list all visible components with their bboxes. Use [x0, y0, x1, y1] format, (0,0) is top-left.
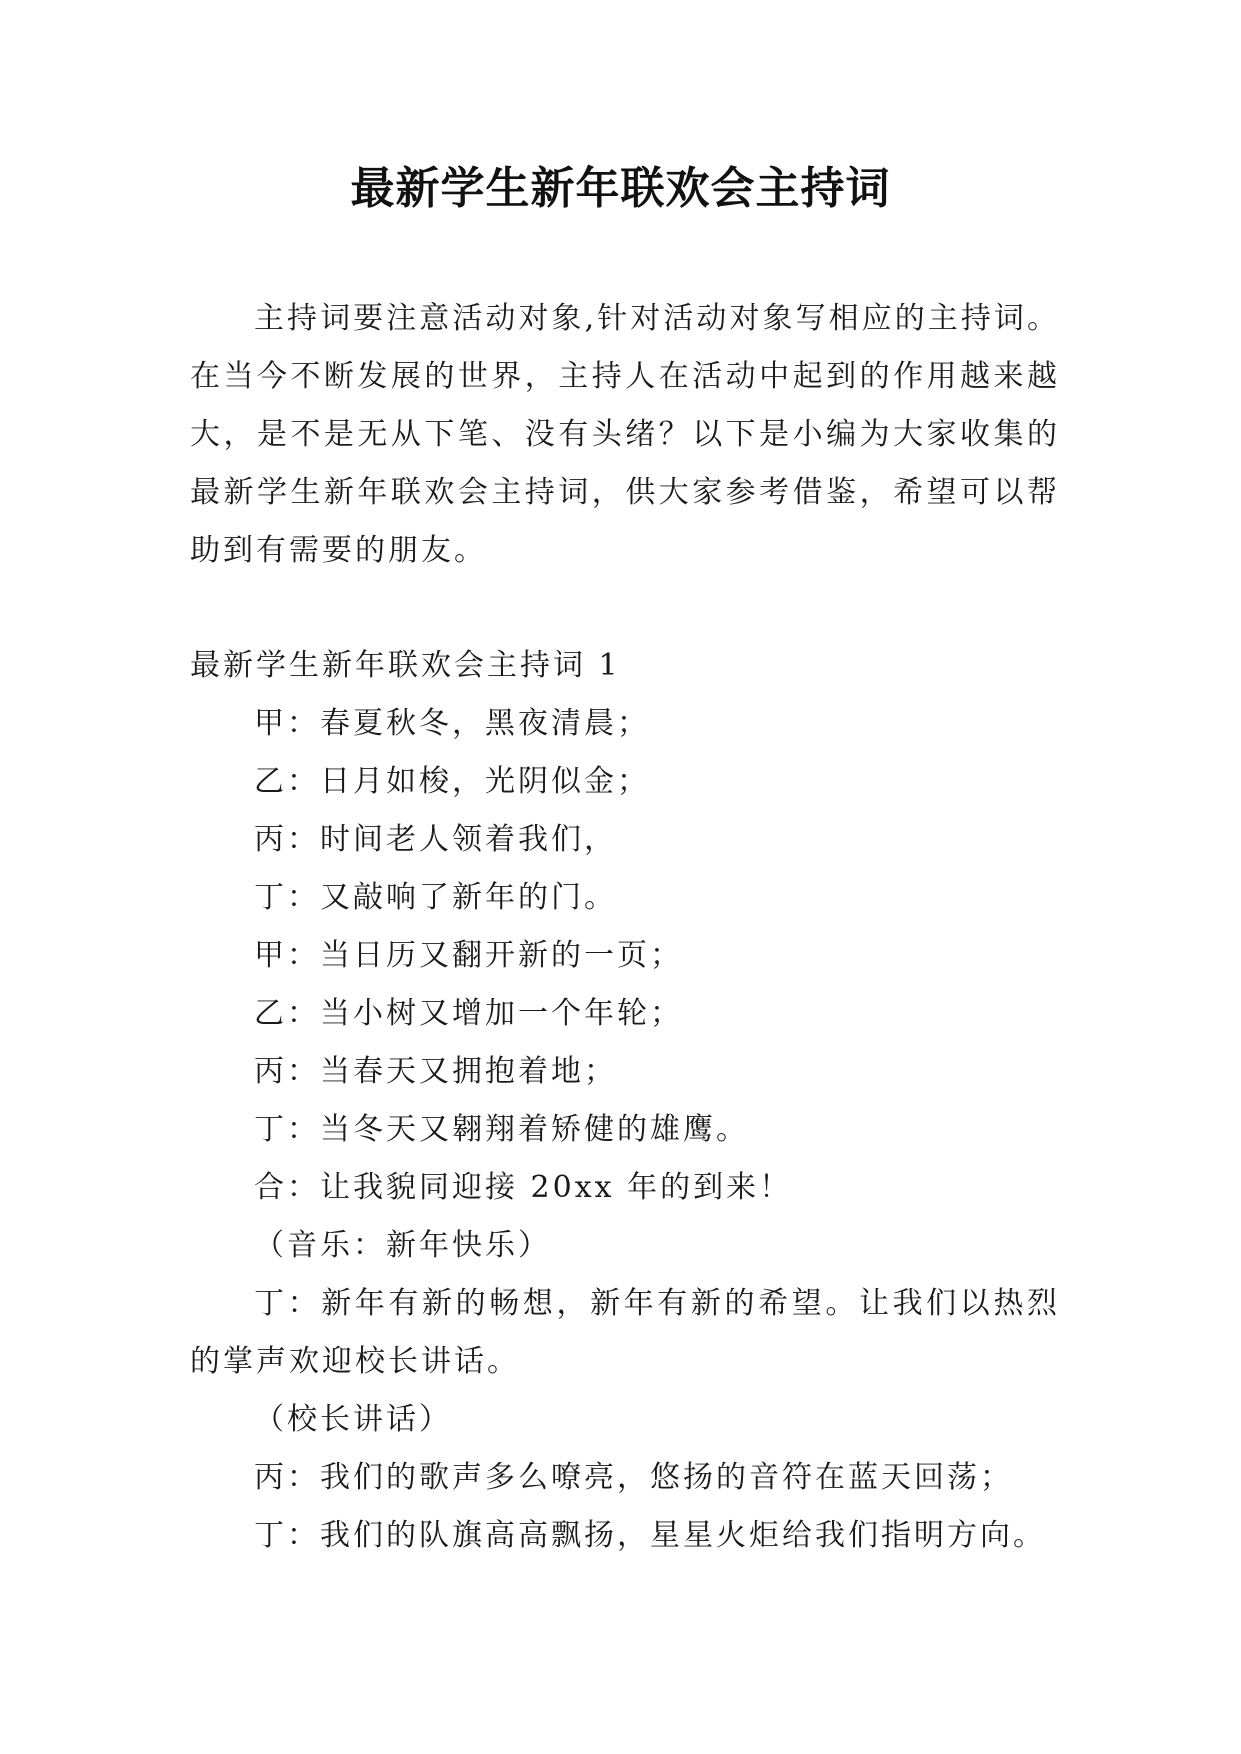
script-line: 丁：又敲响了新年的门。	[254, 880, 617, 915]
script-line: 丁：当冬天又翱翔着矫健的雄鹰。	[254, 1112, 749, 1147]
script-paragraph: 丁：新年有新的畅想，新年有新的希望。让我们以热烈的掌声欢迎校长讲话。	[190, 1286, 1060, 1379]
script-line: 合：让我貌同迎接 20xx 年的到来！	[254, 1170, 793, 1205]
stage-direction: （校长讲话）	[254, 1402, 452, 1437]
host-script	[190, 637, 1070, 1565]
script-line: 甲：当日历又翻开新的一页；	[254, 938, 683, 973]
script-line: 丙：时间老人领着我们，	[254, 822, 617, 857]
script-line: 丙：当春天又拥抱着地；	[254, 1054, 617, 1089]
intro-paragraph: 主持词要注意活动对象,针对活动对象写相应的主持词。在当今不断发展的世界，主持人在活动中起到的作用越来越大，是不是无从下笔、没有头绪？以下是小编为大家收集的最新学生新年联欢会主持词，供大家参考借鉴，希望可以帮助到有需要的朋友。	[190, 301, 1060, 568]
document-title: 最新学生新年联欢会主持词	[350, 163, 891, 214]
script-line: 甲：春夏秋冬，黑夜清晨；	[254, 706, 650, 741]
stage-direction: （音乐：新年快乐）	[254, 1228, 551, 1263]
section-heading: 最新学生新年联欢会主持词 1	[190, 648, 621, 683]
script-line: 丙：我们的歌声多么嘹亮，悠扬的音符在蓝天回荡；	[254, 1460, 1013, 1495]
script-line: 乙：当小树又增加一个年轮；	[254, 996, 683, 1031]
script-line: 丁：我们的队旗高高飘扬，星星火炬给我们指明方向。	[254, 1518, 1046, 1553]
script-line: 乙：日月如梭，光阴似金；	[254, 764, 650, 799]
